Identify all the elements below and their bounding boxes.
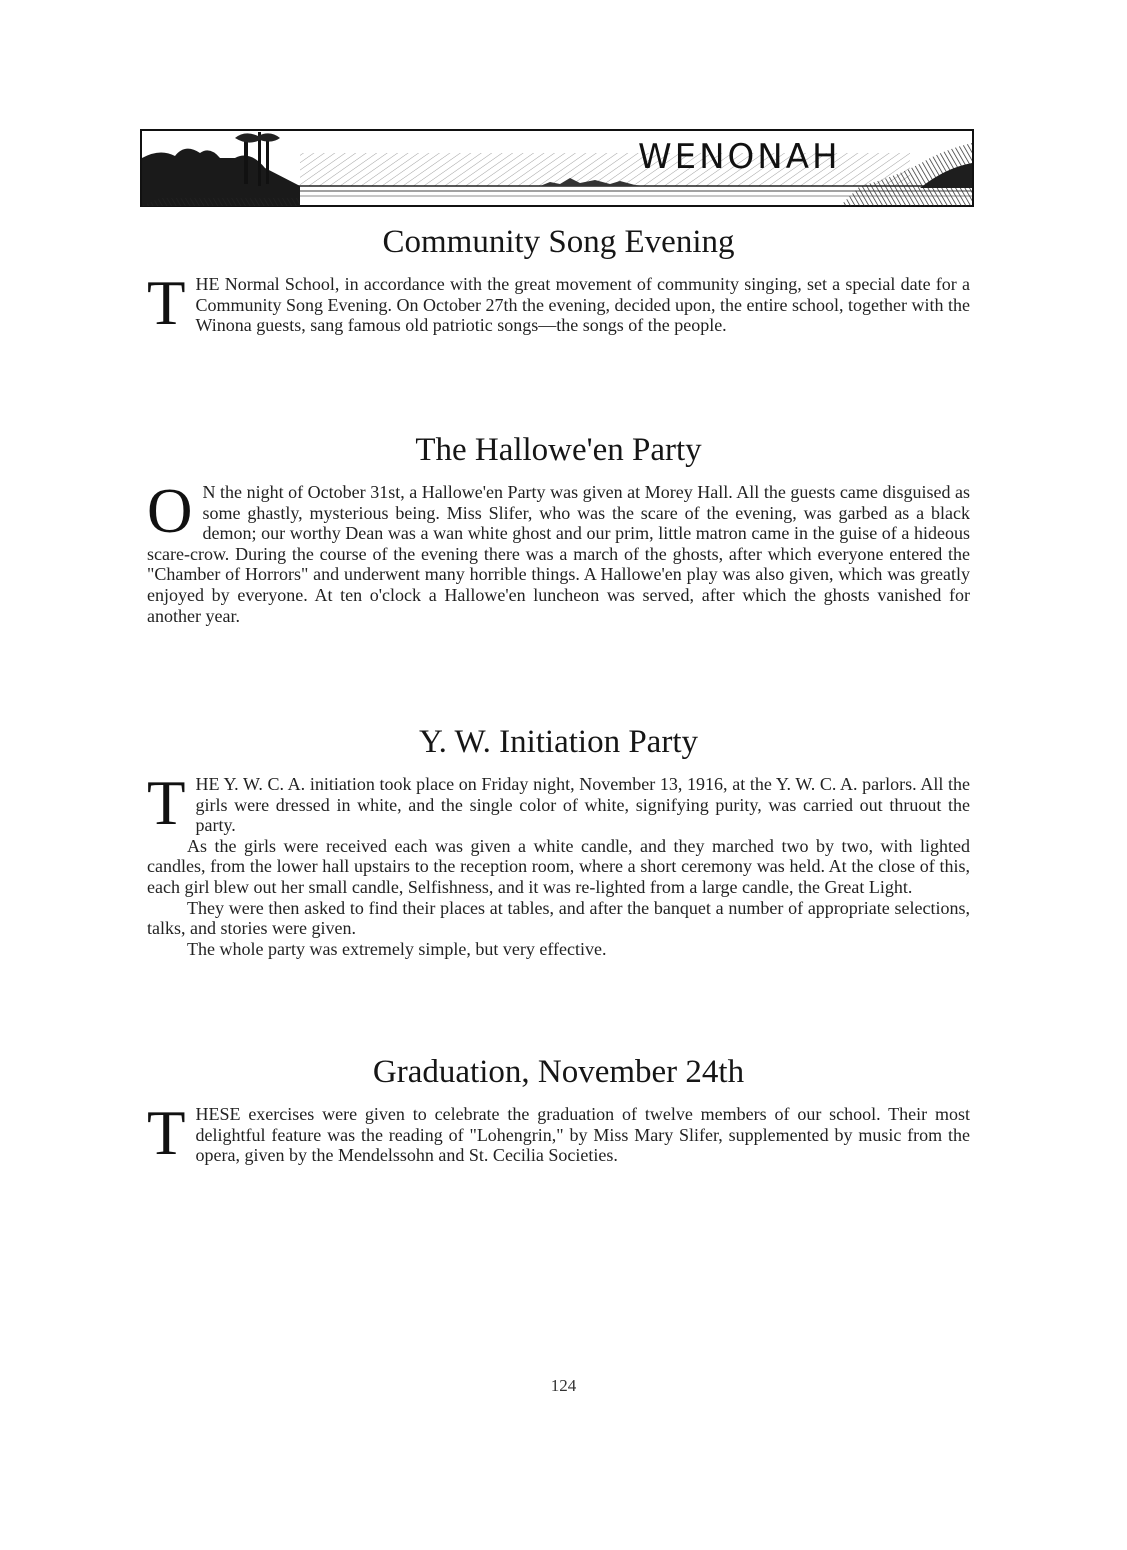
section-paragraph — [147, 768, 970, 838]
section-paragraph: As the girls were received each was given a white candle, and they marched two by two, with lighted candles, from the lower hall upstairs to the reception room, where a short ceremony was held. At the close of this, each girl blew out her small candle, Selfishness, and it was re-lighted from a large candle, the Great Light. — [147, 835, 970, 897]
paragraph-text: HE Normal School, in accordance with the great movement of community singing, set a special date for a Community Song Evening. On October 27th the evening, decided upon, the entire school, together with the Winona guests, sang famous old patriotic songs—the songs of the people. — [195, 274, 970, 336]
drop-cap: T — [147, 1098, 186, 1168]
drop-cap: O — [147, 476, 193, 546]
section-graduation — [147, 1052, 970, 1166]
section-paragraph: The whole party was extremely simple, but very effective. — [187, 938, 607, 959]
section-yw-initiation-party — [147, 722, 970, 959]
section-paragraph: They were then asked to find their places at tables, and after the banquet a number of appropriate selections, talks, and stories were given. — [147, 897, 970, 939]
section-title: Community Song Evening — [382, 224, 735, 260]
section-title: Y. W. Initiation Party — [419, 724, 698, 760]
paragraph-text: N the night of October 31st, a Hallowe'en Party was given at Morey Hall. All the guests came disguised as some ghastly, mysterious being. Miss Slifer, who was the scare of the evening, was garbed as a black demon; our worthy Dean was a wan white ghost and our prim, little matron came in the guise of a hideous scare-crow. During the course of the evening there was a march of the ghosts, after which everyone entered the "Chamber of Horrors" and underwent many horrible things. A Hallowe'en play was also given, which was greatly enjoyed by everyone. At ten o'clock a Hallowe'en luncheon was served, after which the ghosts vanished for another year. — [147, 482, 970, 626]
header-banner — [140, 128, 974, 208]
header-title: WENONAH — [638, 137, 841, 177]
banner-illustration — [140, 128, 974, 208]
section-title: Graduation, November 24th — [372, 1054, 745, 1090]
section-halloween-party — [147, 430, 970, 626]
section-paragraph — [147, 1098, 970, 1168]
drop-cap: T — [147, 768, 186, 838]
section-paragraph — [147, 268, 970, 338]
paragraph-text: HE Y. W. C. A. initiation took place on Friday night, November 13, 1916, at the Y. W. C. A. parlors. All the girls were dressed in white, and the single color of white, signifying purity, was carried out thruout the party. — [195, 774, 970, 836]
section-community-song-evening — [147, 222, 970, 336]
section-paragraph — [147, 476, 970, 626]
paragraph-text: HESE exercises were given to celebrate the graduation of twelve members of our school. Their most delightful feature was the reading of "Lohengrin," by Miss Mary Slifer, supplemented by music from the opera, given by the Mendelssohn and St. Cecilia Societies. — [195, 1104, 970, 1166]
drop-cap: T — [147, 268, 186, 338]
page-number: 124 — [550, 1376, 577, 1395]
section-title: The Hallowe'en Party — [415, 432, 702, 468]
